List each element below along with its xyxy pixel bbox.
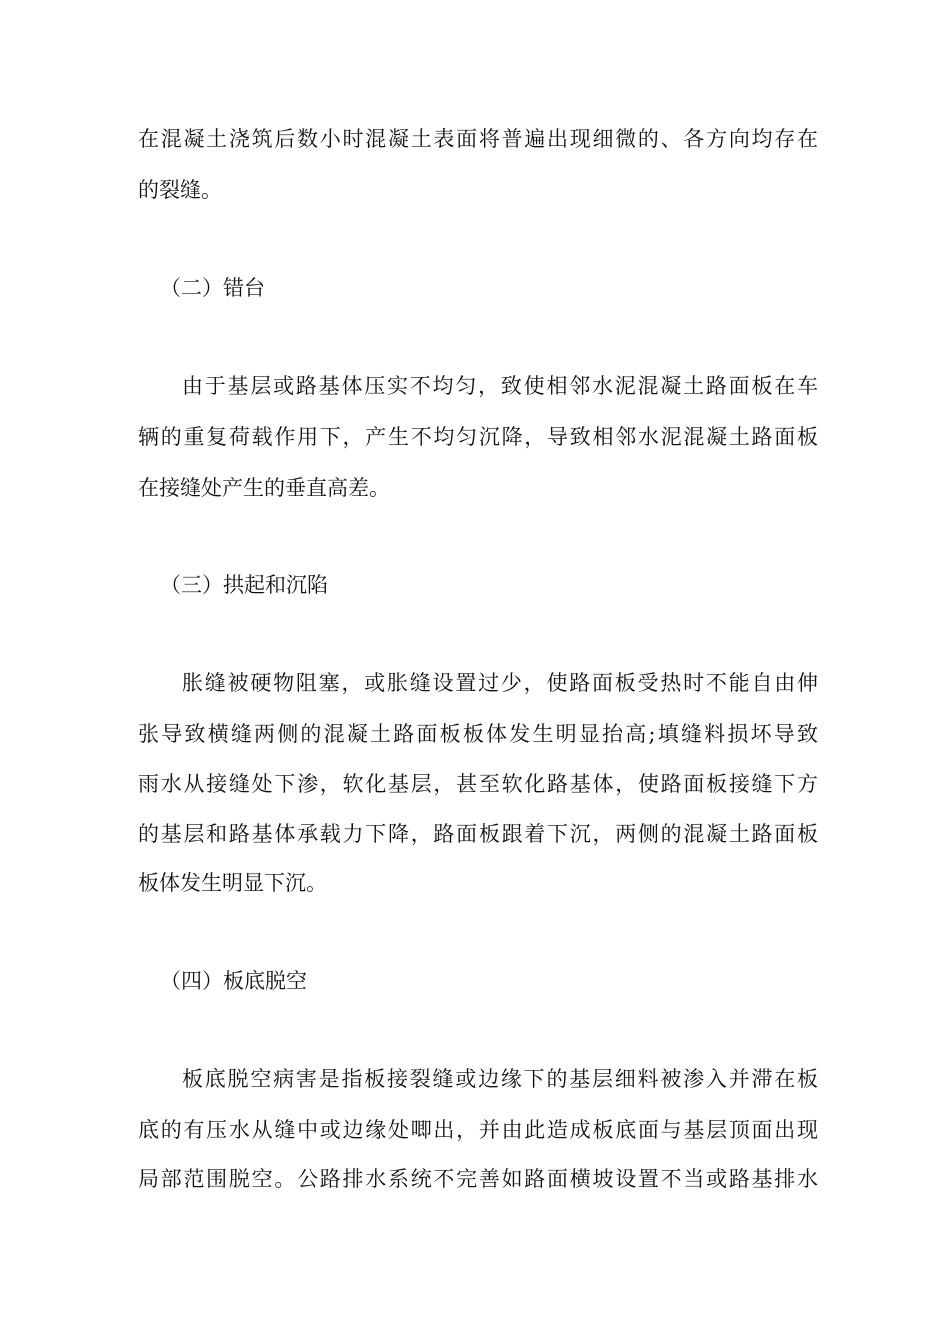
paragraph-line: 由于基层或路基体压实不均匀，致使相邻水泥混凝土路面板在车 (182, 374, 818, 398)
paragraph-line: 胀缝被硬物阻塞，或胀缝设置过少，使路面板受热时不能自由伸 (182, 671, 818, 695)
paragraph-line: 雨水从接缝处下渗，软化基层，甚至软化路基体，使路面板接缝下方 (138, 772, 818, 796)
paragraph-line: 板底脱空病害是指板接裂缝或边缘下的基层细料被渗入并滞在板 (182, 1067, 818, 1091)
section-heading: （三）拱起和沉陷 (160, 573, 328, 597)
paragraph-line: 辆的重复荷载作用下，产生不均匀沉降，导致相邻水泥混凝土路面板 (138, 425, 818, 449)
paragraph-line: 局部范围脱空。公路排水系统不完善如路面横坡设置不当或路基排水 (138, 1167, 818, 1191)
paragraph-line: 的基层和路基体承载力下降，路面板跟着下沉，两侧的混凝土路面板 (138, 822, 818, 846)
paragraph-line: 的裂缝。 (138, 178, 222, 202)
section-heading: （二）错台 (160, 276, 265, 300)
paragraph-line: 板体发生明显下沉。 (138, 871, 327, 895)
paragraph-line: 底的有压水从缝中或边缘处唧出，并由此造成板底面与基层顶面出现 (138, 1118, 818, 1142)
section-heading: （四）板底脱空 (160, 969, 307, 993)
paragraph-line: 在混凝土浇筑后数小时混凝土表面将普遍出现细微的、各方向均存在 (138, 127, 818, 151)
paragraph-line: 在接缝处产生的垂直高差。 (138, 476, 390, 500)
paragraph-line: 张导致横缝两侧的混凝土路面板板体发生明显抬高;填缝料损坏导致 (138, 722, 818, 746)
